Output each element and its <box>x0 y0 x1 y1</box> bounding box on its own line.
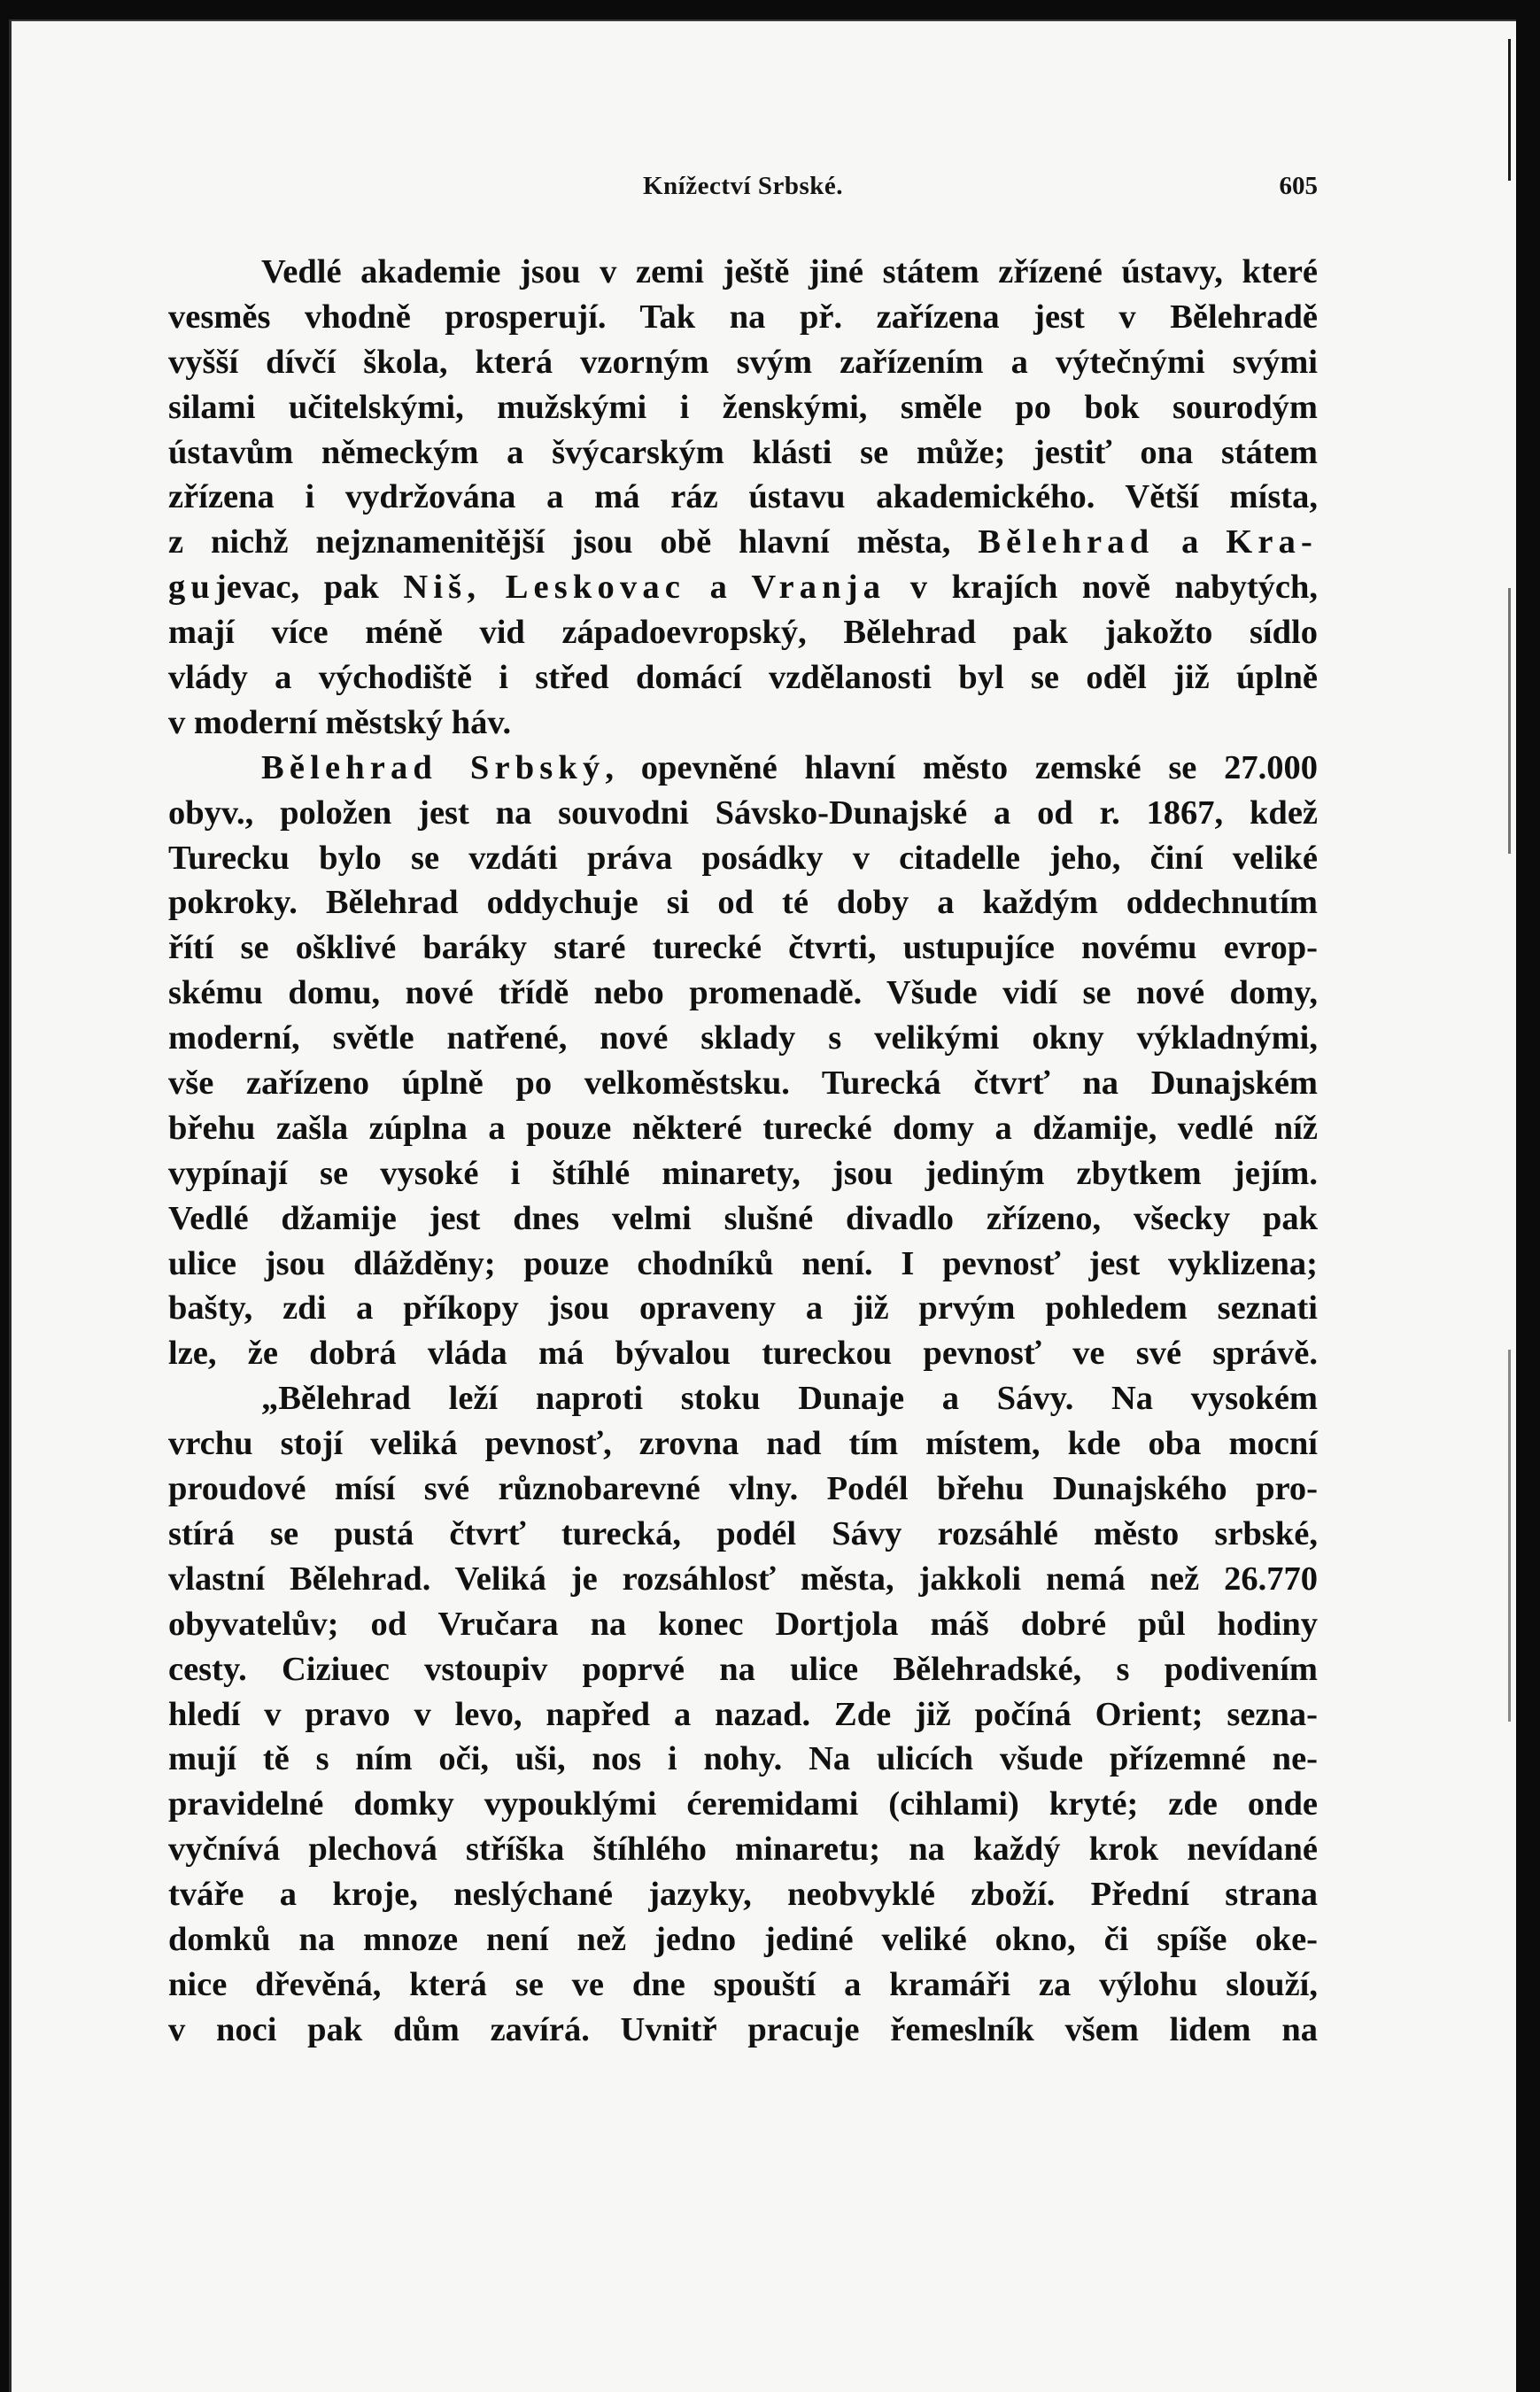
text-line: stírá se pustá čtvrť turecká, podél Sávy rozsáhlé město srbské, <box>168 1514 1318 1552</box>
text-line: řítí se ošklivé baráky staré turecké čtvrti, ustupujíce novému evrop- <box>168 929 1318 967</box>
text-line: domků na mnoze není než jedno jediné veliké okno, či spíše oke- <box>168 1920 1318 1958</box>
text-line: Vedlé džamije jest dnes velmi slušné divadlo zřízeno, všecky pak <box>168 1199 1318 1237</box>
text-line: obyvatelův; od Vručara na konec Dortjola máš dobré půl hodiny <box>168 1605 1318 1643</box>
text-line: mají více méně vid západoevropský, Bělehrad pak jakožto sídlo <box>168 614 1318 652</box>
text-line: „Bělehrad leží naproti stoku Dunaje a Sávy. Na vysokém <box>261 1380 1318 1418</box>
page-edge-shadow <box>1508 588 1511 854</box>
spaced-name: Leskovac <box>505 569 685 607</box>
spaced-name: gu <box>168 569 215 607</box>
spaced-name: Kra- <box>1226 523 1319 561</box>
text-line <box>168 746 1318 791</box>
text-body <box>168 250 1318 2053</box>
text-line: mují tě s ním oči, uši, nos i nohy. Na ulicích všude přízemné ne- <box>168 1740 1318 1778</box>
text-line: moderní, světle natřené, nové sklady s velikými okny výkladnými, <box>168 1019 1318 1057</box>
text-line <box>168 520 1318 565</box>
text-line: lze, že dobrá vláda má bývalou tureckou pevnosť ve své správě. <box>168 1335 1318 1373</box>
text-line: vyčnívá plechová stříška štíhlého minaretu; na každý krok nevídané <box>168 1831 1318 1869</box>
spaced-name: Bělehrad Srbský <box>261 748 606 786</box>
text-line: v noci pak dům zavírá. Uvnitř pracuje řemeslník všem lidem na <box>168 2010 1318 2048</box>
spaced-name: Bělehrad <box>978 523 1155 561</box>
text-line: nice dřevěná, která se ve dne spouští a kramáři za výlohu slouží, <box>168 1965 1318 2003</box>
text-line: vyšší dívčí škola, která vzorným svým zařízením a výtečnými svými <box>168 343 1318 381</box>
text-line: bašty, zdi a příkopy jsou opraveny a již prvým pohledem seznati <box>168 1289 1318 1328</box>
text-line: pokroky. Bělehrad oddychuje si od té doby a každým oddechnutím <box>168 884 1318 922</box>
text-line: břehu zašla zúplna a pouze některé turecké domy a džamije, vedlé níž <box>168 1109 1318 1147</box>
text-line: tváře a kroje, neslýchané jazyky, neobvyklé zboží. Přední strana <box>168 1876 1318 1914</box>
running-head: Knížectví Srbské. <box>643 172 843 200</box>
text-line <box>168 565 1318 610</box>
text-line: pravidelné domky vypouklými ćeremidami (cihlami) kryté; zde onde <box>168 1785 1318 1823</box>
page-edge-shadow <box>1508 1350 1511 1722</box>
page-edge-shadow <box>1508 39 1511 181</box>
text-line: Turecku bylo se vzdáti práva posádky v citadelle jeho, činí veliké <box>168 839 1318 877</box>
text-fragment: a <box>709 569 727 607</box>
text-line: obyv., položen jest na souvodni Sávsko-Dunajské a od r. 1867, kdež <box>168 793 1318 832</box>
text-line: vlastní Bělehrad. Veliká je rozsáhlosť města, jakkoli nemá než 26.770 <box>168 1560 1318 1598</box>
text-line: zřízena i vydržována a má ráz ústavu akademického. Větší místa, <box>168 478 1318 516</box>
spaced-name: Niš, <box>403 569 482 607</box>
text-line: Vedlé akademie jsou v zemi ještě jiné státem zřízené ústavy, které <box>261 253 1318 290</box>
text-line: ústavům německým a švýcarským klásti se může; jestiť ona státem <box>168 433 1318 471</box>
text-line: cesty. Ciziuec vstoupiv poprvé na ulice Bělehradské, s podivením <box>168 1650 1318 1688</box>
text-line: vypínají se vysoké i štíhlé minarety, jsou jediným zbytkem jejím. <box>168 1154 1318 1192</box>
text-fragment: z nichž nejznamenitější jsou obě hlavní města, <box>168 523 951 561</box>
page-header <box>168 168 1318 204</box>
text-line: skému domu, nové třídě nebo promenadě. Všude vidí se nové domy, <box>168 974 1318 1012</box>
text-line: ulice jsou dlážděny; pouze chodníků není. I pevnosť jest vyklizena; <box>168 1244 1318 1282</box>
text-fragment: jevac, pak <box>214 569 379 607</box>
text-fragment: v krajích nově nabytých, <box>909 569 1319 607</box>
text-fragment: , opevněné hlavní město zemské se 27.000 <box>605 748 1319 786</box>
spaced-name: Vranja <box>751 569 886 607</box>
text-line: v moderní městský háv. <box>168 703 512 741</box>
text-line: hledí v pravo v levo, napřed a nazad. Zde již počíná Orient; sezna- <box>168 1695 1318 1733</box>
text-line: vrchu stojí veliká pevnosť, zrovna nad tím místem, kde oba mocní <box>168 1425 1318 1463</box>
text-line: silami učitelskými, mužskými i ženskými, směle po bok sourodým <box>168 388 1318 426</box>
text-fragment: a <box>1181 523 1199 561</box>
text-line: vesměs vhodně prosperují. Tak na př. zařízena jest v Bělehradě <box>168 298 1318 336</box>
text-line: proudové mísí své různobarevné vlny. Podél břehu Dunajského pro- <box>168 1470 1318 1508</box>
text-line: vlády a východiště i střed domácí vzdělanosti byl se oděl již úplně <box>168 659 1318 697</box>
page-number: 605 <box>1279 172 1318 200</box>
text-line: vše zařízeno úplně po velkoměstsku. Turecká čtvrť na Dunajském <box>168 1064 1318 1103</box>
